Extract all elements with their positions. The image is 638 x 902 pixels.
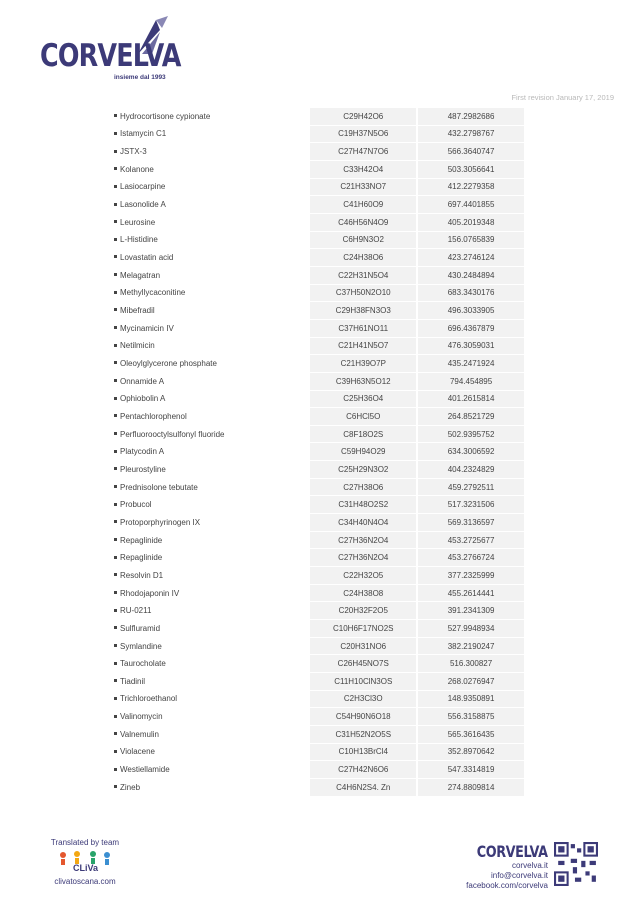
qr-code-icon	[554, 842, 598, 886]
molecular-mass-cell: 453.2725677	[417, 531, 524, 549]
table-row	[114, 302, 524, 320]
bullet-icon	[114, 291, 117, 294]
molecular-mass-cell: 516.300827	[417, 655, 524, 673]
table-row	[114, 602, 524, 620]
table-row	[114, 355, 524, 373]
bullet-icon	[114, 662, 117, 665]
bullet-icon	[114, 467, 117, 470]
compound-name-cell	[114, 408, 309, 426]
compound-name-cell	[114, 302, 309, 320]
compound-name-cell	[114, 108, 309, 125]
bullet-icon	[114, 273, 117, 276]
molecular-formula-cell: C24H38O6	[309, 249, 417, 267]
molecular-mass-cell: 401.2615814	[417, 390, 524, 408]
bullet-icon	[114, 538, 117, 541]
compound-name-cell	[114, 655, 309, 673]
compound-name: Repaglinide	[120, 535, 163, 545]
bullet-icon	[114, 255, 117, 258]
compound-name: Pleurostyline	[120, 464, 166, 474]
molecular-formula-cell: C37H61NO11	[309, 319, 417, 337]
compound-name: Istamycin C1	[120, 129, 167, 139]
compound-name: Trichloroethanol	[120, 694, 178, 704]
molecular-formula-cell: C4H6N2S4. Zn	[309, 778, 417, 796]
compound-name: Platycodin A	[120, 447, 165, 457]
bullet-icon	[114, 185, 117, 188]
molecular-mass-cell: 683.3430176	[417, 284, 524, 302]
compound-name-cell	[114, 266, 309, 284]
compound-name: Ophiobolin A	[120, 394, 166, 404]
compound-name-cell	[114, 549, 309, 567]
molecular-mass-cell: 274.8809814	[417, 778, 524, 796]
compound-name-cell	[114, 143, 309, 161]
molecular-mass-cell: 527.9948934	[417, 620, 524, 638]
bullet-icon	[114, 679, 117, 682]
bullet-icon	[114, 450, 117, 453]
bullet-icon	[114, 432, 117, 435]
compound-name: JSTX-3	[120, 147, 147, 157]
molecular-formula-cell: C31H48O2S2	[309, 496, 417, 514]
bullet-icon	[114, 573, 117, 576]
molecular-mass-cell: 352.8970642	[417, 743, 524, 761]
compound-name-cell	[114, 496, 309, 514]
table-row	[114, 266, 524, 284]
compound-name-cell	[114, 778, 309, 796]
compound-name: Prednisolone tebutate	[120, 482, 198, 492]
bullet-icon	[114, 132, 117, 135]
bullet-icon	[114, 150, 117, 153]
molecular-mass-cell: 377.2325999	[417, 567, 524, 585]
cliva-text: CLiVa	[73, 863, 99, 873]
compound-name: Pentachlorophenol	[120, 411, 187, 421]
bullet-icon	[114, 768, 117, 771]
compound-name: Onnamide A	[120, 376, 165, 386]
compound-name-cell	[114, 567, 309, 585]
compound-name-cell	[114, 196, 309, 214]
compound-name-cell	[114, 637, 309, 655]
molecular-formula-cell: C10H13BrCl4	[309, 743, 417, 761]
molecular-formula-cell: C20H32F2O5	[309, 602, 417, 620]
table-row	[114, 673, 524, 691]
molecular-formula-cell: C27H47N7O6	[309, 143, 417, 161]
table-row	[114, 249, 524, 267]
revision-date: First revision January 17, 2019	[511, 93, 614, 102]
table-row	[114, 178, 524, 196]
molecular-formula-cell: C41H60O9	[309, 196, 417, 214]
molecular-formula-cell: C19H37N5O6	[309, 125, 417, 143]
compound-name-cell	[114, 337, 309, 355]
cliva-logo	[53, 850, 117, 874]
compound-name: Rhodojaponin IV	[120, 588, 180, 598]
compound-name: Violacene	[120, 747, 155, 757]
cliva-website: clivatoscana.com	[54, 877, 116, 886]
bullet-icon	[114, 485, 117, 488]
compound-name-cell	[114, 620, 309, 638]
table-row	[114, 690, 524, 708]
table-row	[114, 725, 524, 743]
compound-name-cell	[114, 725, 309, 743]
compound-name: Probucol	[120, 500, 152, 510]
molecular-formula-cell: C31H52N2O5S	[309, 725, 417, 743]
table-row	[114, 778, 524, 796]
compound-name-cell	[114, 390, 309, 408]
compound-name: Perfluorooctylsulfonyl fluoride	[120, 429, 225, 439]
bullet-icon	[114, 379, 117, 382]
compound-name: Lasonolide A	[120, 200, 166, 210]
molecular-formula-cell: C37H50N2O10	[309, 284, 417, 302]
molecular-mass-cell: 405.2019348	[417, 213, 524, 231]
bullet-icon	[114, 503, 117, 506]
footer-site: corvelva.it	[511, 861, 548, 870]
molecular-formula-cell: C24H38O8	[309, 584, 417, 602]
molecular-formula-cell: C29H42O6	[309, 108, 417, 125]
molecular-mass-cell: 794.454895	[417, 372, 524, 390]
table-row	[114, 461, 524, 479]
molecular-mass-cell: 696.4367879	[417, 319, 524, 337]
compound-name-cell	[114, 478, 309, 496]
compound-name: Melagatran	[120, 270, 161, 280]
compound-name: Lovastatin acid	[120, 253, 174, 263]
table-row	[114, 620, 524, 638]
compound-name-cell	[114, 743, 309, 761]
molecular-mass-cell: 432.2798767	[417, 125, 524, 143]
molecular-mass-cell: 565.3616435	[417, 725, 524, 743]
translator-credit	[40, 838, 130, 886]
table-row	[114, 443, 524, 461]
compound-name-cell	[114, 213, 309, 231]
molecular-formula-cell: C27H36N2O4	[309, 531, 417, 549]
molecular-mass-cell: 404.2324829	[417, 461, 524, 479]
molecular-formula-cell: C46H56N4O9	[309, 213, 417, 231]
bullet-icon	[114, 750, 117, 753]
molecular-formula-cell: C22H31N5O4	[309, 266, 417, 284]
bullet-icon	[114, 308, 117, 311]
molecular-formula-cell: C54H90N6O18	[309, 708, 417, 726]
compound-name: Symlandine	[120, 641, 162, 651]
molecular-formula-cell: C20H31NO6	[309, 637, 417, 655]
molecular-mass-cell: 487.2982686	[417, 108, 524, 125]
compound-name: Kolanone	[120, 164, 154, 174]
compound-name-cell	[114, 355, 309, 373]
molecular-formula-cell: C21H33NO7	[309, 178, 417, 196]
footer-email: info@corvelva.it	[490, 871, 548, 880]
molecular-formula-cell: C34H40N4O4	[309, 514, 417, 532]
bullet-icon	[114, 203, 117, 206]
table-row	[114, 743, 524, 761]
compound-name-cell	[114, 690, 309, 708]
molecular-formula-cell: C6HCl5O	[309, 408, 417, 426]
table-row	[114, 231, 524, 249]
compound-name-cell	[114, 531, 309, 549]
molecular-formula-cell: C11H10ClN3OS	[309, 673, 417, 691]
table-row	[114, 319, 524, 337]
molecular-mass-cell: 697.4401855	[417, 196, 524, 214]
table-row	[114, 143, 524, 161]
compound-name: Netilmicin	[120, 341, 155, 351]
bullet-icon	[114, 414, 117, 417]
molecular-formula-cell: C59H94O29	[309, 443, 417, 461]
compound-name-cell	[114, 425, 309, 443]
compound-name-cell	[114, 761, 309, 779]
bullet-icon	[114, 520, 117, 523]
table-row	[114, 549, 524, 567]
molecular-formula-cell: C39H63N5O12	[309, 372, 417, 390]
molecular-mass-cell: 502.9395752	[417, 425, 524, 443]
compound-name-cell	[114, 584, 309, 602]
molecular-formula-cell: C27H36N2O4	[309, 549, 417, 567]
bullet-icon	[114, 344, 117, 347]
compound-name: Zineb	[120, 782, 141, 792]
molecular-formula-cell: C27H38O6	[309, 478, 417, 496]
compound-name-cell	[114, 125, 309, 143]
bullet-icon	[114, 732, 117, 735]
compound-name: RU-0211	[120, 606, 152, 616]
molecular-mass-cell: 503.3056641	[417, 160, 524, 178]
table-row	[114, 125, 524, 143]
table-row	[114, 531, 524, 549]
bullet-icon	[114, 326, 117, 329]
compound-name-cell	[114, 249, 309, 267]
bullet-icon	[114, 238, 117, 241]
corvelva-logo	[40, 14, 181, 86]
compound-name: Taurocholate	[120, 659, 166, 669]
molecular-mass-cell: 496.3033905	[417, 302, 524, 320]
compound-name: Mycinamicin IV	[120, 323, 174, 333]
molecular-mass-cell: 412.2279358	[417, 178, 524, 196]
compound-name: Protoporphyrinogen IX	[120, 517, 201, 527]
table-row	[114, 514, 524, 532]
table-row	[114, 496, 524, 514]
bullet-icon	[114, 167, 117, 170]
corvelva-contacts	[459, 842, 548, 891]
molecular-mass-cell: 264.8521729	[417, 408, 524, 426]
molecular-mass-cell: 430.2484894	[417, 266, 524, 284]
bullet-icon	[114, 220, 117, 223]
compound-name: Valnemulin	[120, 729, 159, 739]
table-row	[114, 637, 524, 655]
molecular-formula-cell: C26H45NO7S	[309, 655, 417, 673]
molecular-formula-cell: C29H38FN3O3	[309, 302, 417, 320]
molecular-mass-cell: 435.2471924	[417, 355, 524, 373]
table-row	[114, 372, 524, 390]
molecular-mass-cell: 556.3158875	[417, 708, 524, 726]
table-row	[114, 108, 524, 125]
compound-name: Tiadinil	[120, 676, 146, 686]
compound-name-cell	[114, 231, 309, 249]
bullet-icon	[114, 644, 117, 647]
compound-name: Sulfluramid	[120, 623, 161, 633]
bullet-icon	[114, 556, 117, 559]
table-row	[114, 655, 524, 673]
compound-name-cell	[114, 514, 309, 532]
compound-name: Resolvin D1	[120, 570, 164, 580]
table-row	[114, 213, 524, 231]
compound-name: Oleoylglycerone phosphate	[120, 359, 217, 369]
compound-table	[114, 108, 524, 797]
bullet-icon	[114, 697, 117, 700]
compound-name-cell	[114, 319, 309, 337]
molecular-formula-cell: C22H32O5	[309, 567, 417, 585]
table-row	[114, 390, 524, 408]
bullet-icon	[114, 591, 117, 594]
molecular-mass-cell: 453.2766724	[417, 549, 524, 567]
compound-name-cell	[114, 461, 309, 479]
logo-wordmark: CORVELVA	[40, 38, 181, 74]
molecular-formula-cell: C27H42N6O6	[309, 761, 417, 779]
molecular-formula-cell: C33H42O4	[309, 160, 417, 178]
molecular-mass-cell: 156.0765839	[417, 231, 524, 249]
compound-name: Methyllycaconitine	[120, 288, 186, 298]
bullet-icon	[114, 114, 117, 117]
table-row	[114, 761, 524, 779]
molecular-mass-cell: 382.2190247	[417, 637, 524, 655]
compound-name-cell	[114, 178, 309, 196]
compound-name-cell	[114, 673, 309, 691]
molecular-formula-cell: C10H6F17NO2S	[309, 620, 417, 638]
footer-brand: CORVELVA	[477, 842, 548, 861]
molecular-mass-cell: 634.3006592	[417, 443, 524, 461]
table-row	[114, 478, 524, 496]
molecular-formula-cell: C25H36O4	[309, 390, 417, 408]
table-row	[114, 567, 524, 585]
compound-name: Hydrocortisone cypionate	[120, 111, 211, 121]
translated-by-label: Translated by team	[50, 838, 120, 847]
logo-tagline: insieme dal 1993	[114, 74, 166, 81]
table-row	[114, 284, 524, 302]
molecular-formula-cell: C8F18O2S	[309, 425, 417, 443]
molecular-mass-cell: 148.9350891	[417, 690, 524, 708]
table-row	[114, 584, 524, 602]
molecular-mass-cell: 423.2746124	[417, 249, 524, 267]
footer-facebook: facebook.com/corvelva	[466, 881, 548, 890]
molecular-formula-cell: C25H29N3O2	[309, 461, 417, 479]
molecular-mass-cell: 476.3059031	[417, 337, 524, 355]
bullet-icon	[114, 626, 117, 629]
molecular-formula-cell: C2H3Cl3O	[309, 690, 417, 708]
molecular-mass-cell: 391.2341309	[417, 602, 524, 620]
compound-name: L-Histidine	[120, 235, 158, 245]
compound-name: Mibefradil	[120, 306, 155, 316]
molecular-mass-cell: 459.2792511	[417, 478, 524, 496]
bullet-icon	[114, 397, 117, 400]
table-row	[114, 160, 524, 178]
bullet-icon	[114, 785, 117, 788]
compound-name-cell	[114, 602, 309, 620]
table-row	[114, 408, 524, 426]
compound-name: Lasiocarpine	[120, 182, 166, 192]
molecular-formula-cell: C6H9N3O2	[309, 231, 417, 249]
molecular-mass-cell: 547.3314819	[417, 761, 524, 779]
compound-name-cell	[114, 443, 309, 461]
compound-name-cell	[114, 284, 309, 302]
molecular-mass-cell: 566.3640747	[417, 143, 524, 161]
molecular-mass-cell: 268.0276947	[417, 673, 524, 691]
molecular-mass-cell: 569.3136597	[417, 514, 524, 532]
compound-name: Repaglinide	[120, 553, 163, 563]
compound-name: Leurosine	[120, 217, 156, 227]
compound-name: Westiellamide	[120, 765, 170, 775]
table-row	[114, 337, 524, 355]
molecular-mass-cell: 455.2614441	[417, 584, 524, 602]
bullet-icon	[114, 609, 117, 612]
bullet-icon	[114, 715, 117, 718]
compound-name: Valinomycin	[120, 712, 163, 722]
bullet-icon	[114, 361, 117, 364]
compound-name-cell	[114, 160, 309, 178]
table-row	[114, 196, 524, 214]
compound-name-cell	[114, 372, 309, 390]
compound-name-cell	[114, 708, 309, 726]
molecular-mass-cell: 517.3231506	[417, 496, 524, 514]
table-row	[114, 425, 524, 443]
table-row	[114, 708, 524, 726]
molecular-formula-cell: C21H39O7P	[309, 355, 417, 373]
molecular-formula-cell: C21H41N5O7	[309, 337, 417, 355]
